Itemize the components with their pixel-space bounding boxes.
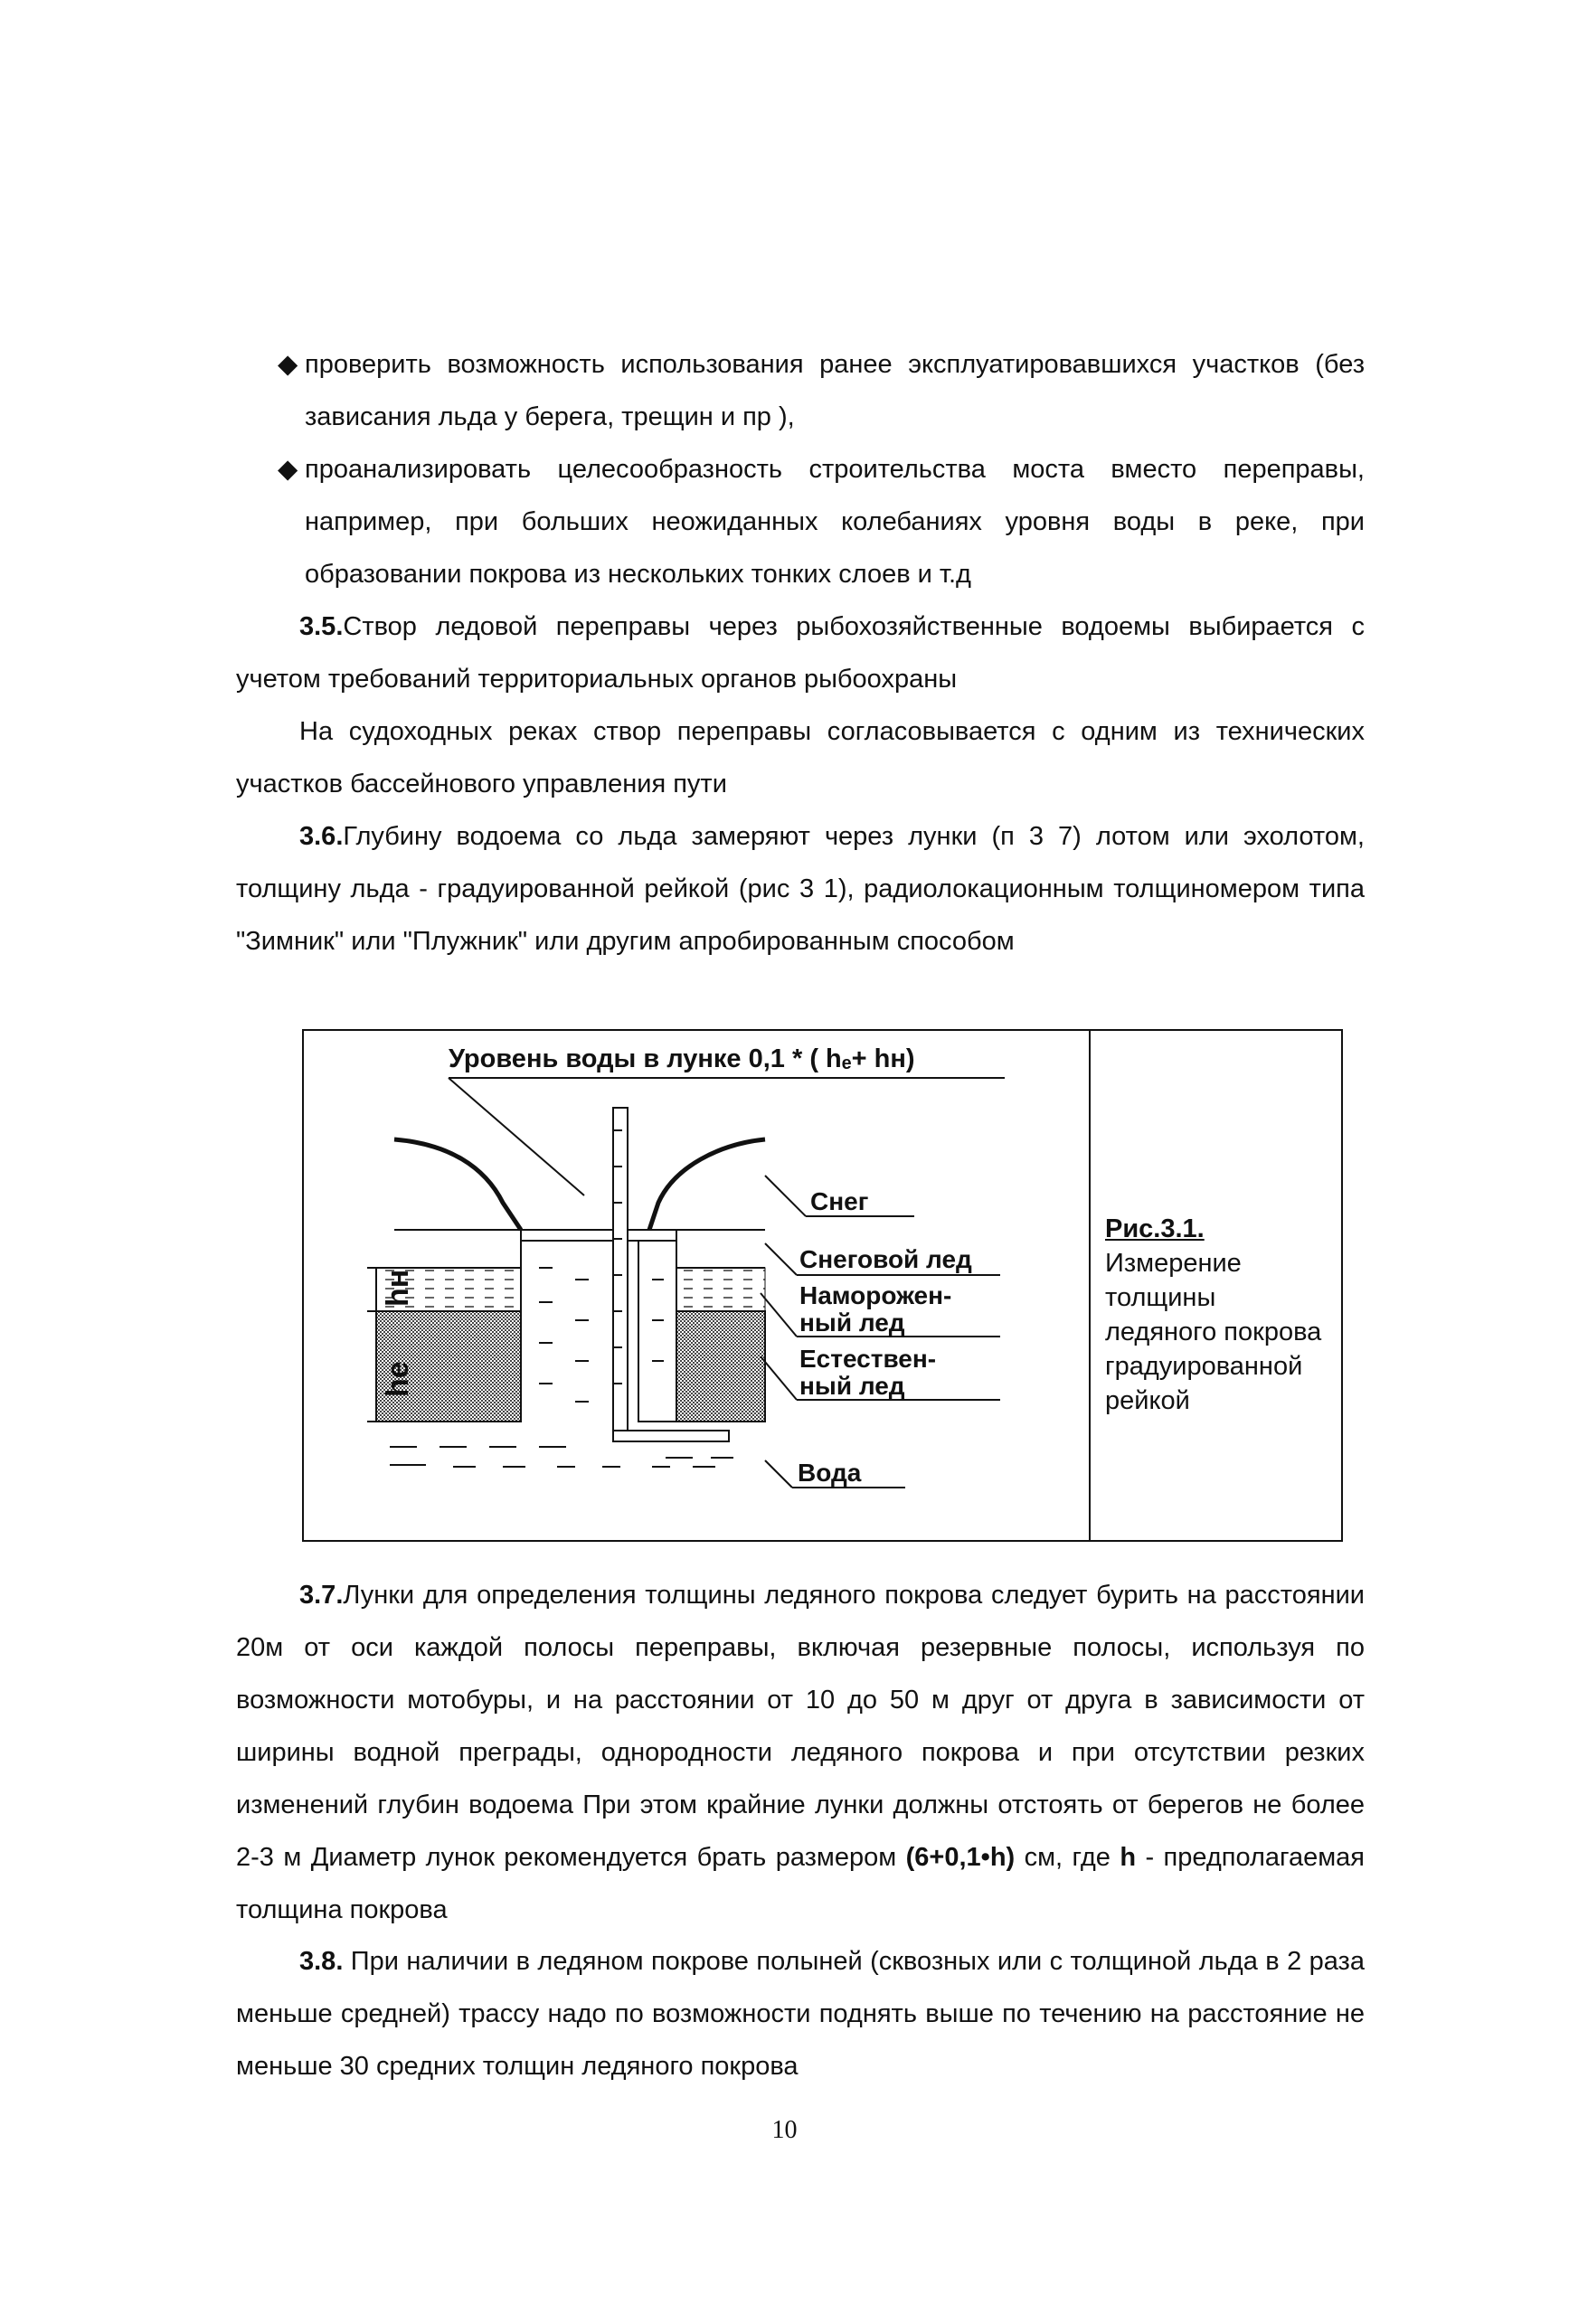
figure-ref: Рис.3.1. xyxy=(1105,1214,1205,1243)
clause-number: 3.5. xyxy=(299,612,344,641)
page-number: 10 xyxy=(771,2116,798,2144)
paragraph-text: Створ ледовой переправы через рыбохозяйственные водоемы выбирается с учетом требований территориальных органов рыбоохраны xyxy=(236,612,1365,694)
figure-title: Уровень воды в лунке 0,1 * ( hₑ+ hн) xyxy=(449,1044,915,1073)
bullet-item xyxy=(236,338,1365,443)
snow-mound-left xyxy=(394,1139,521,1230)
paragraph-3-5 xyxy=(236,600,1365,705)
leader-snow xyxy=(765,1176,806,1216)
label-frozen-ice-1: Наморожен- xyxy=(799,1281,952,1309)
snow-mound-right xyxy=(649,1139,765,1230)
paragraph-text: При наличии в ледяном покрове полыней (сквозных или с толщиной льда в 2 раза меньше средней) трассу надо по возможности поднять выше по течению на расстояние не меньше 30 средних толщин ледяного покрова xyxy=(236,1947,1365,2081)
label-snow-ice: Снеговой лед xyxy=(799,1245,972,1273)
paragraph-text: - предполагаемая толщина покрова xyxy=(236,1843,1366,1924)
rod-foot xyxy=(613,1431,729,1441)
bullet-text: проверить возможность использования ранее эксплуатировавшихся участков (без зависания льда у берега, трещин и пр ), xyxy=(305,350,1365,431)
bullet-item xyxy=(236,443,1365,600)
paragraph-3-5-b: На судоходных реках створ переправы согласовывается с одним из технических участков бассейнового управления пути xyxy=(236,717,1365,798)
paragraph-3-6 xyxy=(236,810,1365,968)
clause-number: 3.6. xyxy=(299,822,344,851)
clause-number: 3.8. xyxy=(299,1947,344,1976)
leader-snow-ice xyxy=(765,1243,797,1275)
figure-caption xyxy=(1105,1212,1331,1418)
label-water: Вода xyxy=(798,1459,862,1487)
rod-handle xyxy=(638,1241,676,1422)
ice-measurement-diagram xyxy=(304,1031,1089,1540)
caption-text: Измерение толщины ледяного покрова градуированной рейкой xyxy=(1105,1249,1322,1415)
label-frozen-ice-2: ный лед xyxy=(799,1308,905,1337)
label-h-n: hн xyxy=(381,1269,415,1307)
paragraph-text: Глубину водоема со льда замеряют через лунки (п 3 7) лотом или эхолотом, толщину льда - градуированной рейкой (рис 3 1), радиолокационным толщиномером типа "Зимник" или "Плужник" или другим апробированным способом xyxy=(236,822,1365,956)
figure-divider xyxy=(1089,1031,1091,1540)
label-snow: Снег xyxy=(810,1187,869,1215)
variable-h: h xyxy=(1120,1843,1137,1872)
clause-number: 3.7. xyxy=(299,1581,344,1610)
graduated-rod xyxy=(613,1108,628,1438)
paragraph-3-8 xyxy=(236,1935,1365,2093)
bullet-text: проанализировать целесообразность строительства моста вместо переправы, например, при больших неожиданных колебаниях уровня воды в реке, при образовании покрова из нескольких тонких слоев и т.д xyxy=(305,455,1365,589)
paragraph-3-7 xyxy=(236,1569,1365,1936)
diamond-bullet-icon: ◆ xyxy=(278,455,298,484)
formula: (6+0,1•h) xyxy=(905,1843,1016,1872)
label-h-e: hе xyxy=(381,1361,415,1397)
label-natural-ice-2: ный лед xyxy=(799,1372,905,1400)
leader-water xyxy=(765,1460,792,1488)
water-below-ice xyxy=(390,1447,733,1467)
paragraph-text: Лунки для определения толщины ледяного покрова следует бурить на расстоянии 20м от оси каждой полосы переправы, включая резервные полосы, используя по возможности мотобуры, и на расстоянии от 10 до 50 м друг от друга в зависимости от ширины водной преграды, однородности ледяного покрова и при отсутствии резких изменений глубин водоема При этом крайние лунки должны отстоять от берегов не более 2-3 м Диаметр лунок рекомендуется брать размером xyxy=(236,1581,1365,1872)
figure-3-1 xyxy=(302,1029,1343,1542)
label-natural-ice-1: Естествен- xyxy=(799,1345,937,1373)
frozen-ice-right xyxy=(676,1268,765,1311)
paragraph-text: см, где xyxy=(1015,1843,1120,1872)
natural-ice-right xyxy=(676,1311,765,1422)
diamond-bullet-icon: ◆ xyxy=(278,350,298,379)
leader-line xyxy=(449,1078,584,1195)
